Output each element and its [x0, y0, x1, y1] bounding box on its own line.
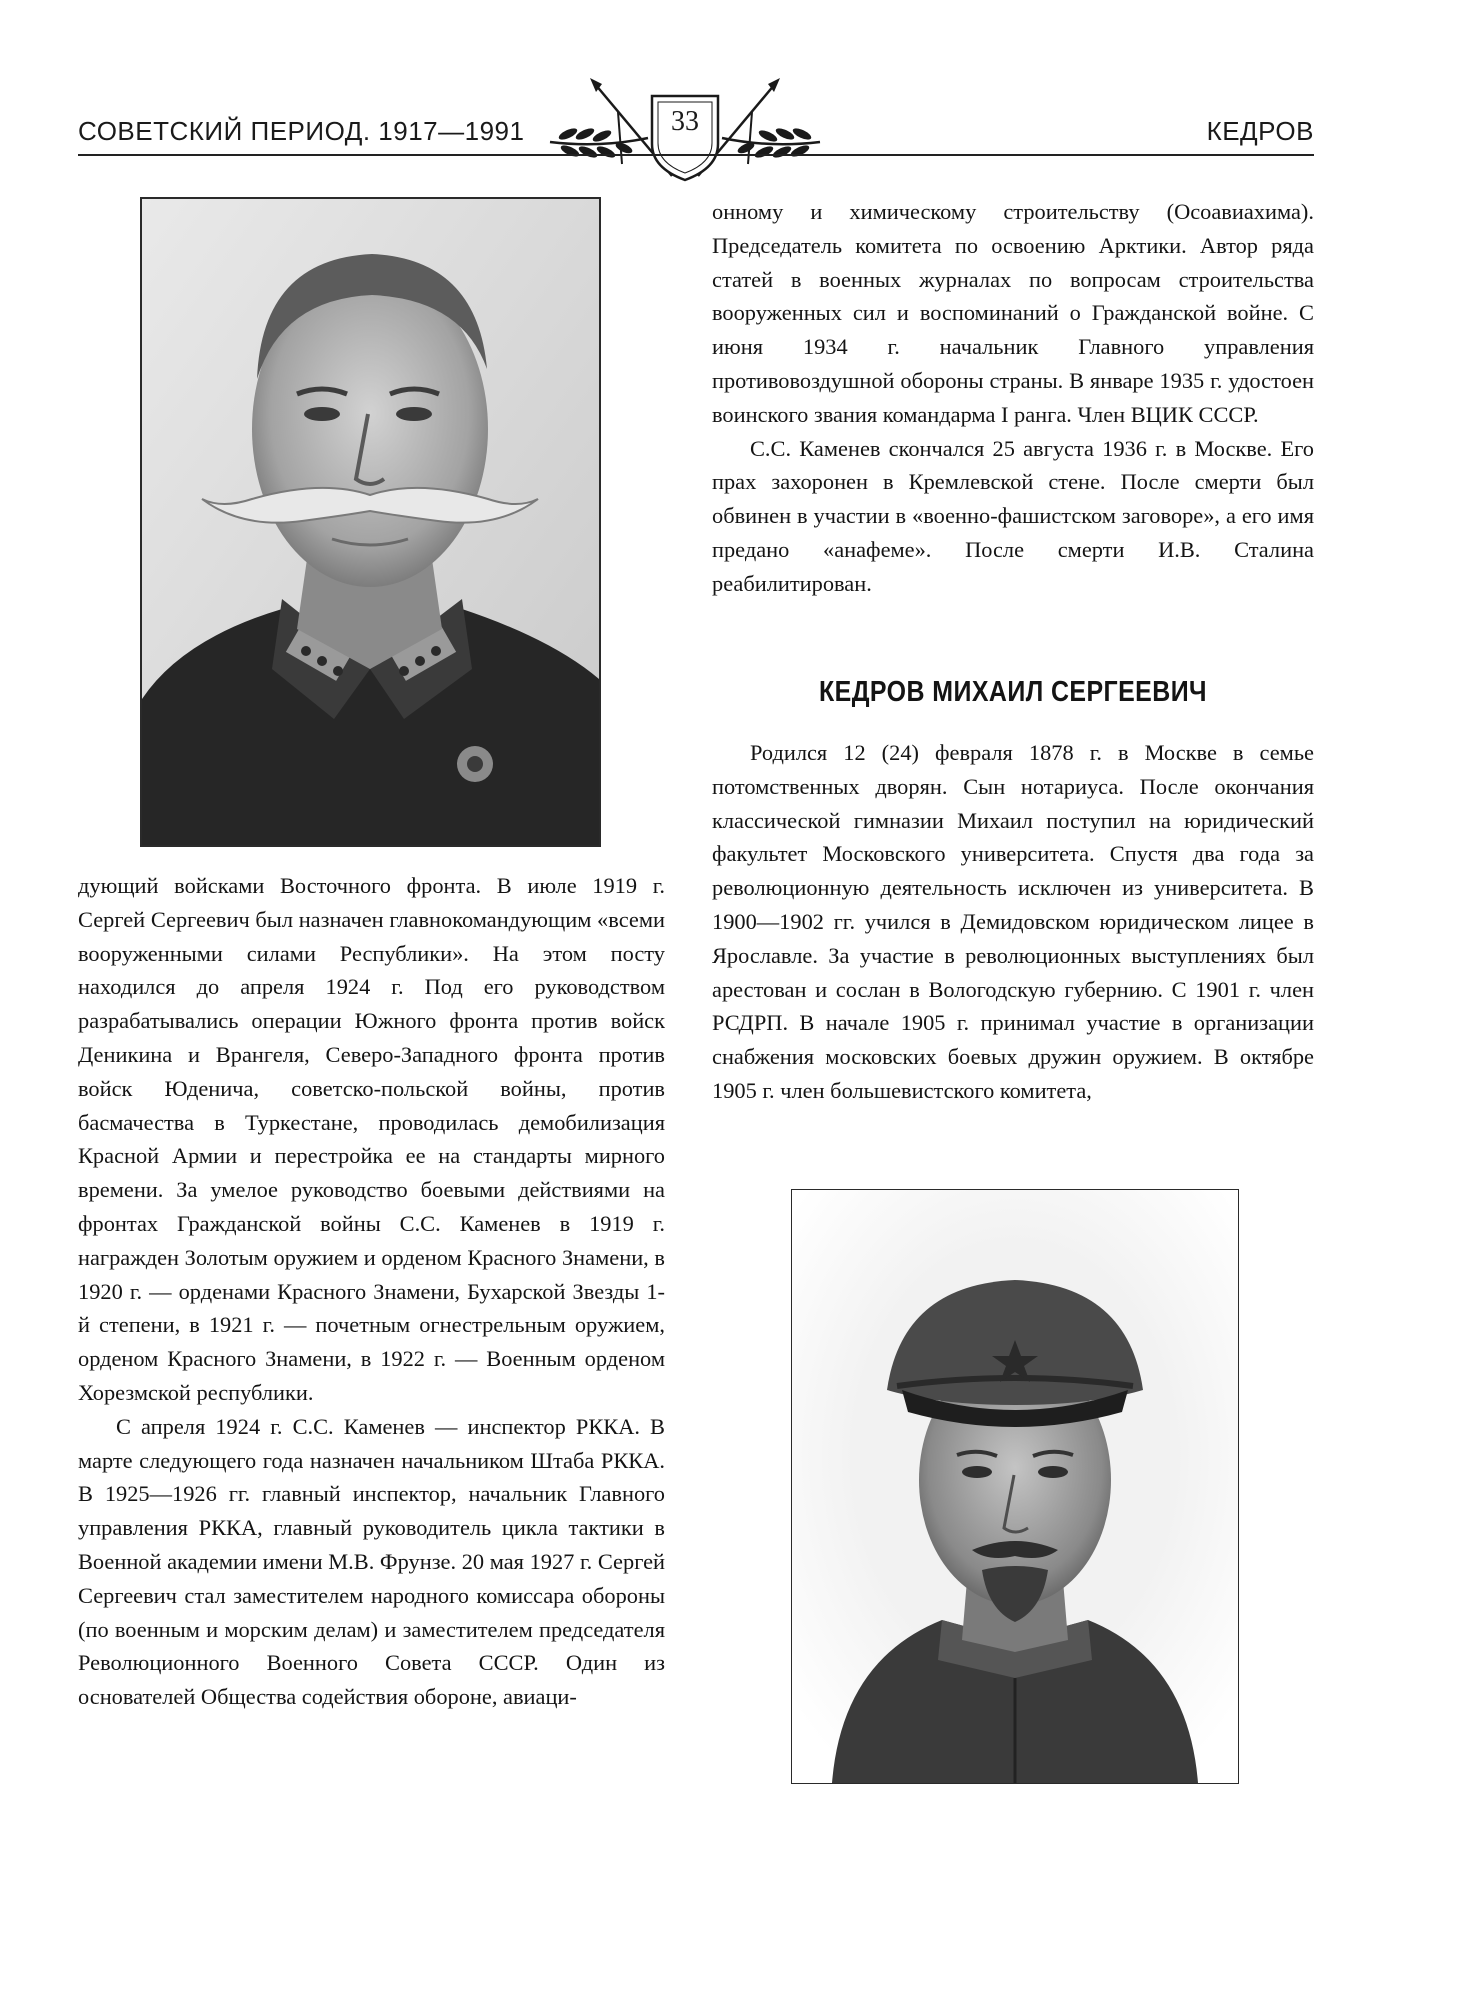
running-head-right: КЕДРОВ	[1206, 116, 1314, 146]
right-paragraph-1: онному и химическому строительству (Осоавиахима). Председатель комитета по освоению Арктики. Автор ряда статей в военных журналах по вопросам строительства вооруженных сил и воспоминаний о Гражданской войне. С июня 1934 г. начальник Главного управления противовоздушной обороны страны. В январе 1935 г. удостоен воинского звания командарма I ранга. Член ВЦИК СССР.	[712, 199, 1314, 427]
kedrov-portrait-image	[792, 1190, 1238, 1783]
section-heading: КЕДРОВ МИХАИЛ СЕРГЕЕВИЧ	[818, 676, 1208, 708]
right-paragraph-2: С.С. Каменев скончался 25 августа 1936 г. в Москве. Его прах захоронен в Кремлевской стене. После смерти был обвинен в участии в «военно-фашистском заговоре», а его имя предано «анафеме». После смерти И.В. Сталина реабилитирован.	[712, 435, 1314, 596]
kamenev-portrait-photo	[140, 197, 601, 847]
right-column-top-text	[712, 195, 1314, 601]
kamenev-portrait-image	[142, 199, 599, 845]
header-rule	[78, 154, 1314, 156]
right-column-bottom-text	[712, 736, 1314, 1108]
running-head-left: СОВЕТСКИЙ ПЕРИОД. 1917—1991	[78, 116, 525, 146]
page-number: 33	[671, 106, 699, 137]
left-paragraph-1: дующий войсками Восточного фронта. В июле 1919 г. Сергей Сергеевич был назначен главнокомандующим «всеми вооруженными силами Республики». На этом посту находился до апреля 1924 г. Под его руководством разрабатывались операции Южного фронта против войск Деникина и Врангеля, Северо-Западного фронта против войск Юденича, советско-польской войны, против басмачества в Туркестане, проводилась демобилизация Красной Армии и перестройка ее на стандарты мирного времени. За умелое руководство боевыми действиями на фронтах Гражданской войны С.С. Каменев в 1919 г. награжден Золотым оружием и орденом Красного Знамени, в 1920 г. — орденами Красного Знамени, Бухарской Звезды 1-й степени, в 1921 г. — почетным огнестрельным оружием, орденом Красного Знамени, в 1922 г. — Военным орденом Хорезмской республики.	[78, 873, 665, 1405]
kedrov-portrait-photo	[791, 1189, 1239, 1784]
right-paragraph-3: Родился 12 (24) февраля 1878 г. в Москве в семье потомственных дворян. Сын нотариуса. После окончания классической гимназии Михаил поступил на юридический факультет Московского университета. Спустя два года за революционную деятельность исключен из университета. В 1900—1902 гг. учился в Демидовском юридическом лицее в Ярославле. За участие в революционных выступлениях был арестован и сослан в Вологодскую губернию. С 1901 г. член РСДРП. В начале 1905 г. принимал участие в организации снабжения московских боевых дружин оружием. В октябре 1905 г. член большевистского комитета,	[712, 740, 1314, 1103]
left-paragraph-2: С апреля 1924 г. С.С. Каменев — инспектор РККА. В марте следующего года назначен начальником Штаба РККА. В 1925—1926 гг. главный инспектор, начальник Главного управления РККА, главный руководитель цикла тактики в Военной академии имени М.В. Фрунзе. 20 мая 1927 г. Сергей Сергеевич стал заместителем народного комиссара обороны (по военным и морским делам) и заместителем председателя Революционного Военного Совета СССР. Один из основателей Общества содействия обороне, авиаци-	[78, 1413, 665, 1710]
left-column-text	[78, 869, 665, 1714]
